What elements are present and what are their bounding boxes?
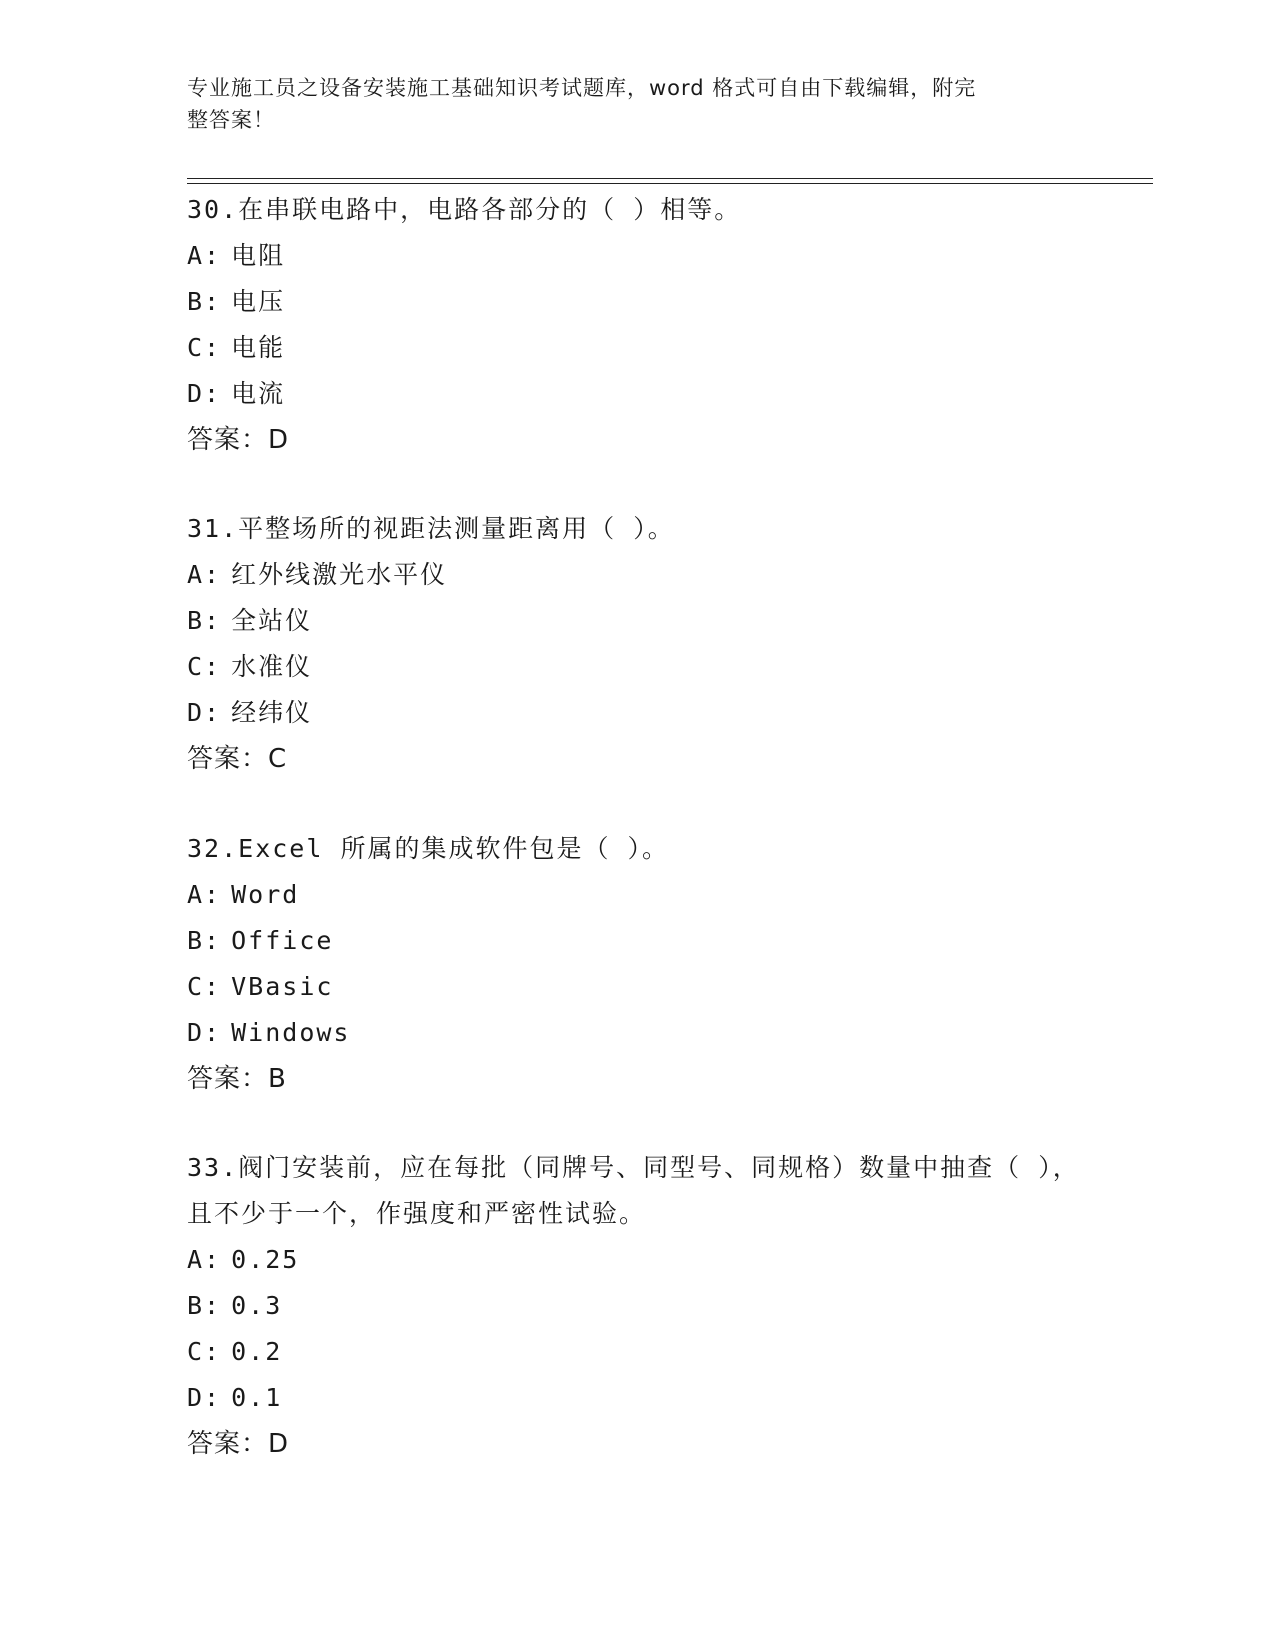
option-text: 电能: [231, 333, 286, 362]
question-32: [187, 826, 1087, 1102]
option-text: 0.2: [231, 1337, 283, 1366]
option-d: [187, 1375, 1087, 1421]
question-stem: 33.阀门安装前，应在每批（同牌号、同型号、同规格）数量中抽查（ ），且不少于一个，作强度和严密性试验。: [187, 1153, 1080, 1228]
option-letter: A:: [187, 560, 222, 589]
option-a: [187, 872, 1087, 918]
option-text: 0.25: [231, 1245, 300, 1274]
option-text: 红外线激光水平仪: [231, 560, 448, 589]
option-text: 0.3: [231, 1291, 283, 1320]
option-letter: D:: [187, 698, 222, 727]
option-text: 0.1: [231, 1383, 283, 1412]
option-b: [187, 279, 1087, 325]
option-b: [187, 598, 1087, 644]
answer-line: 答案：D: [187, 1429, 290, 1459]
option-letter: C:: [187, 972, 222, 1001]
question-stem: 32.Excel 所属的集成软件包是（ ）。: [187, 834, 670, 863]
question-30: [187, 187, 1087, 463]
option-a: [187, 552, 1087, 598]
option-a: [187, 1237, 1087, 1283]
option-c: [187, 644, 1087, 690]
header-line-2: 整答案！: [187, 108, 275, 132]
option-letter: C:: [187, 333, 222, 362]
question-33: [187, 1145, 1087, 1467]
answer-line: 答案：C: [187, 744, 288, 774]
option-text: Word: [231, 880, 300, 909]
option-text: 经纬仪: [231, 698, 313, 727]
option-text: 电阻: [231, 241, 286, 270]
option-text: VBasic: [231, 972, 334, 1001]
option-letter: D:: [187, 1018, 222, 1047]
question-31: [187, 506, 1087, 782]
option-d: [187, 690, 1087, 736]
option-letter: B:: [187, 606, 222, 635]
question-stem: 31.平整场所的视距法测量距离用（ ）。: [187, 514, 675, 543]
option-b: [187, 1283, 1087, 1329]
option-c: [187, 964, 1087, 1010]
option-d: [187, 371, 1087, 417]
question-stem: 30.在串联电路中，电路各部分的（ ）相等。: [187, 195, 742, 224]
option-text: 全站仪: [231, 606, 313, 635]
option-letter: A:: [187, 1245, 222, 1274]
header-divider-top: [187, 178, 1153, 179]
option-a: [187, 233, 1087, 279]
option-d: [187, 1010, 1087, 1056]
option-letter: B:: [187, 1291, 222, 1320]
option-letter: A:: [187, 880, 222, 909]
option-b: [187, 918, 1087, 964]
option-text: 电流: [231, 379, 286, 408]
header-line-1: 专业施工员之设备安装施工基础知识考试题库，word 格式可自由下载编辑，附完: [187, 76, 977, 100]
document-header: [187, 72, 1067, 136]
option-letter: C:: [187, 652, 222, 681]
option-letter: B:: [187, 926, 222, 955]
option-text: Office: [231, 926, 334, 955]
option-c: [187, 1329, 1087, 1375]
answer-line: 答案：B: [187, 1064, 287, 1094]
option-letter: A:: [187, 241, 222, 270]
option-letter: D:: [187, 1383, 222, 1412]
option-text: 电压: [231, 287, 286, 316]
option-c: [187, 325, 1087, 371]
option-text: Windows: [231, 1018, 351, 1047]
answer-line: 答案：D: [187, 425, 290, 455]
option-letter: D:: [187, 379, 222, 408]
option-text: 水准仪: [231, 652, 313, 681]
option-letter: B:: [187, 287, 222, 316]
option-letter: C:: [187, 1337, 222, 1366]
header-divider-bottom: [187, 183, 1153, 184]
